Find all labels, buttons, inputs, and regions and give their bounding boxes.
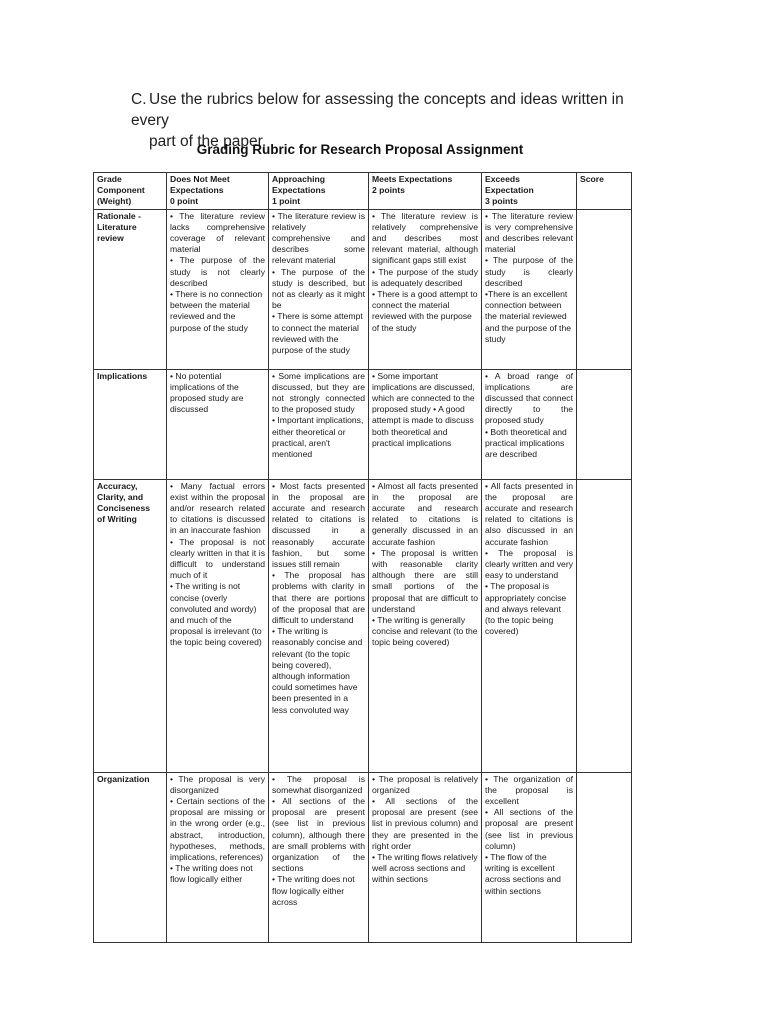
criteria-cell: [269, 209, 369, 369]
column-header-line: 3 points: [485, 196, 518, 207]
criteria-item: • The purpose of the study is not clearly described: [170, 255, 265, 288]
score-cell[interactable]: [577, 479, 632, 772]
score-cell[interactable]: [577, 209, 632, 369]
criteria-cell: [482, 209, 577, 369]
criteria-item: • The writing does not flow logically either: [170, 863, 253, 885]
criteria-item: • The proposal is written with reasonable clarity although there are still small portions of the proposal that are difficult to understand: [372, 547, 478, 614]
criteria-cell: [167, 369, 269, 479]
grade-component-line: Rationale -: [97, 210, 141, 221]
criteria-item: • The literature review lacks comprehensive coverage of relevant material: [170, 210, 265, 255]
grade-component-line: Implications: [97, 370, 148, 381]
criteria-cell: [269, 479, 369, 772]
column-header-line: 0 point: [170, 196, 199, 207]
grade-component-cell: [94, 479, 167, 772]
criteria-item: • The proposal is somewhat disorganized: [272, 773, 365, 795]
criteria-item: • All sections of the proposal are present (see list in previous column) and they are presented in the right order: [372, 796, 478, 851]
criteria-item: • Some important implications are discussed, which are connected to the proposed study • A good attempt is made to discuss both theoretical and practical implications: [372, 370, 475, 448]
grade-component-line: Accuracy,: [97, 480, 138, 491]
criteria-item: • Both theoretical and practical implications are described: [485, 426, 567, 460]
criteria-item: • The purpose of the study is clearly described: [485, 255, 573, 288]
table-body: [94, 209, 632, 942]
criteria-item: • The writing is generally concise and relevant (to the topic being covered): [372, 615, 478, 648]
criteria-cell: [167, 209, 269, 369]
criteria-item: • The proposal is relatively organized: [372, 773, 478, 795]
rubric-row: [94, 369, 632, 479]
rubric-row: [94, 479, 632, 772]
criteria-item: • A broad range of implications are discussed that connect directly to the proposed study: [485, 370, 573, 426]
grade-component-line: of Writing: [97, 514, 137, 525]
column-header-line: Component: [97, 185, 145, 196]
column-header: [482, 173, 577, 210]
criteria-item: • The writing does not flow logically either across: [272, 874, 355, 907]
criteria-cell: [369, 209, 482, 369]
column-header: [269, 173, 369, 210]
criteria-item: • The literature review is very comprehensive and describes relevant material: [485, 210, 573, 255]
criteria-item: • The writing flows relatively well across sections and within sections: [372, 852, 478, 885]
column-header: [94, 173, 167, 210]
criteria-item: • Important implications, either theoretical or practical, aren't mentioned: [272, 415, 364, 460]
grade-component-cell: [94, 369, 167, 479]
criteria-item: • All sections of the proposal are present (see list in previous column): [485, 807, 573, 851]
criteria-item: • The proposal is not clearly written in that it is difficult to understand much of it: [170, 536, 265, 581]
grade-component-cell: [94, 772, 167, 942]
column-header-line: Expectations: [272, 185, 326, 196]
column-header-line: Score: [580, 174, 604, 184]
column-header-line: Does Not Meet: [170, 174, 230, 184]
column-header-line: (Weight): [97, 196, 132, 207]
criteria-item: • Certain sections of the proposal are missing or in the wrong order (e.g., abstract, introduction, hypotheses, methods, implications, references): [170, 796, 265, 863]
column-header-line: 2 points: [372, 185, 405, 196]
column-header-line: 1 point: [272, 196, 301, 207]
criteria-item: • The proposal is clearly written and very easy to understand: [485, 547, 573, 581]
criteria-item: • The proposal has problems with clarity in that there are portions of the proposal that are difficult to understand: [272, 570, 365, 626]
grading-rubric-table: [93, 172, 632, 943]
rubric-row: [94, 209, 632, 369]
criteria-item: • No potential implications of the proposed study are discussed: [170, 370, 244, 415]
criteria-item: • There is a good attempt to connect the material reviewed with the purpose of the study: [372, 289, 478, 333]
criteria-cell: [369, 369, 482, 479]
criteria-item: • The literature review is relatively comprehensive and describes some relevant material: [272, 210, 365, 266]
column-header-line: Grade: [97, 174, 122, 184]
criteria-item: • Almost all facts presented in the proposal are accurate and research related to citations is generally discussed in an accurate fashion: [372, 480, 478, 547]
table-header-row: [94, 173, 632, 210]
column-header-line: Approaching: [272, 174, 325, 184]
column-header-line: Expectation: [485, 185, 534, 196]
criteria-cell: [369, 479, 482, 772]
grade-component-cell: [94, 209, 167, 369]
criteria-item: • The purpose of the study is described, but not as clearly as it might be: [272, 266, 365, 311]
column-header-line: Exceeds: [485, 174, 520, 184]
column-header-line: Expectations: [170, 185, 224, 196]
instruction-line-2: part of the paper.: [149, 133, 267, 150]
grade-component-line: Organization: [97, 773, 150, 784]
grade-component-line: Conciseness: [97, 503, 151, 514]
column-header: [369, 173, 482, 210]
grade-component-line: review: [97, 233, 124, 244]
rubric-title: Grading Rubric for Research Proposal Assignment: [196, 142, 524, 157]
criteria-cell: [482, 479, 577, 772]
criteria-item: • The writing is not concise (overly convoluted and wordy) and much of the proposal is irrelevant (to the topic being covered): [170, 581, 262, 648]
criteria-item: • There is some attempt to connect the material reviewed with the purpose of the study: [272, 311, 363, 356]
criteria-cell: [482, 772, 577, 942]
criteria-item: • The writing is reasonably concise and relevant (to the topic being covered), although information could sometimes have been presented in a less convoluted way: [272, 626, 363, 715]
criteria-item: • The purpose of the study is adequately described: [372, 266, 478, 288]
criteria-item: • All sections of the proposal are present (see list in previous column), although there are small problems with organization of the sections: [272, 796, 365, 874]
criteria-item: • Most facts presented in the proposal are accurate and research related to citations is discussed in a reasonably accurate fashion, but some issues still remain: [272, 480, 365, 570]
criteria-item: • The proposal is appropriately concise and always relevant (to the topic being covered): [485, 581, 567, 637]
grade-component-line: Literature: [97, 221, 137, 232]
criteria-item: • Many factual errors exist within the proposal and/or research related to citations is discussed in an inaccurate fashion: [170, 480, 265, 536]
criteria-item: • All facts presented in the proposal are accurate and research related to citations is also discussed in an accurate fashion: [485, 480, 573, 547]
column-header: [167, 173, 269, 210]
criteria-item: • The literature review is relatively comprehensive and describes most relevant material, although significant gaps still exist: [372, 210, 478, 266]
criteria-cell: [269, 772, 369, 942]
instruction-label: C.: [131, 91, 147, 108]
grade-component-line: Clarity, and: [97, 491, 144, 502]
criteria-item: •There is an excellent connection between the material reviewed and the purpose of the study: [485, 289, 572, 344]
criteria-cell: [482, 369, 577, 479]
criteria-item: • The flow of the writing is excellent across sections and within sections: [485, 852, 561, 896]
criteria-item: • The organization of the proposal is excellent: [485, 773, 573, 807]
criteria-item: • Some implications are discussed, but they are not strongly connected to the proposed study: [272, 370, 365, 415]
criteria-item: • There is no connection between the material reviewed and the purpose of the study: [170, 289, 263, 333]
criteria-cell: [167, 772, 269, 942]
column-header-line: Meets Expectations: [372, 174, 453, 184]
instruction-line-1: Use the rubrics below for assessing the concepts and ideas written in every: [131, 91, 624, 129]
criteria-cell: [369, 772, 482, 942]
criteria-cell: [167, 479, 269, 772]
score-cell[interactable]: [577, 369, 632, 479]
column-header: [577, 173, 632, 210]
criteria-cell: [269, 369, 369, 479]
score-cell[interactable]: [577, 772, 632, 942]
criteria-item: • The proposal is very disorganized: [170, 773, 265, 795]
rubric-row: [94, 772, 632, 942]
